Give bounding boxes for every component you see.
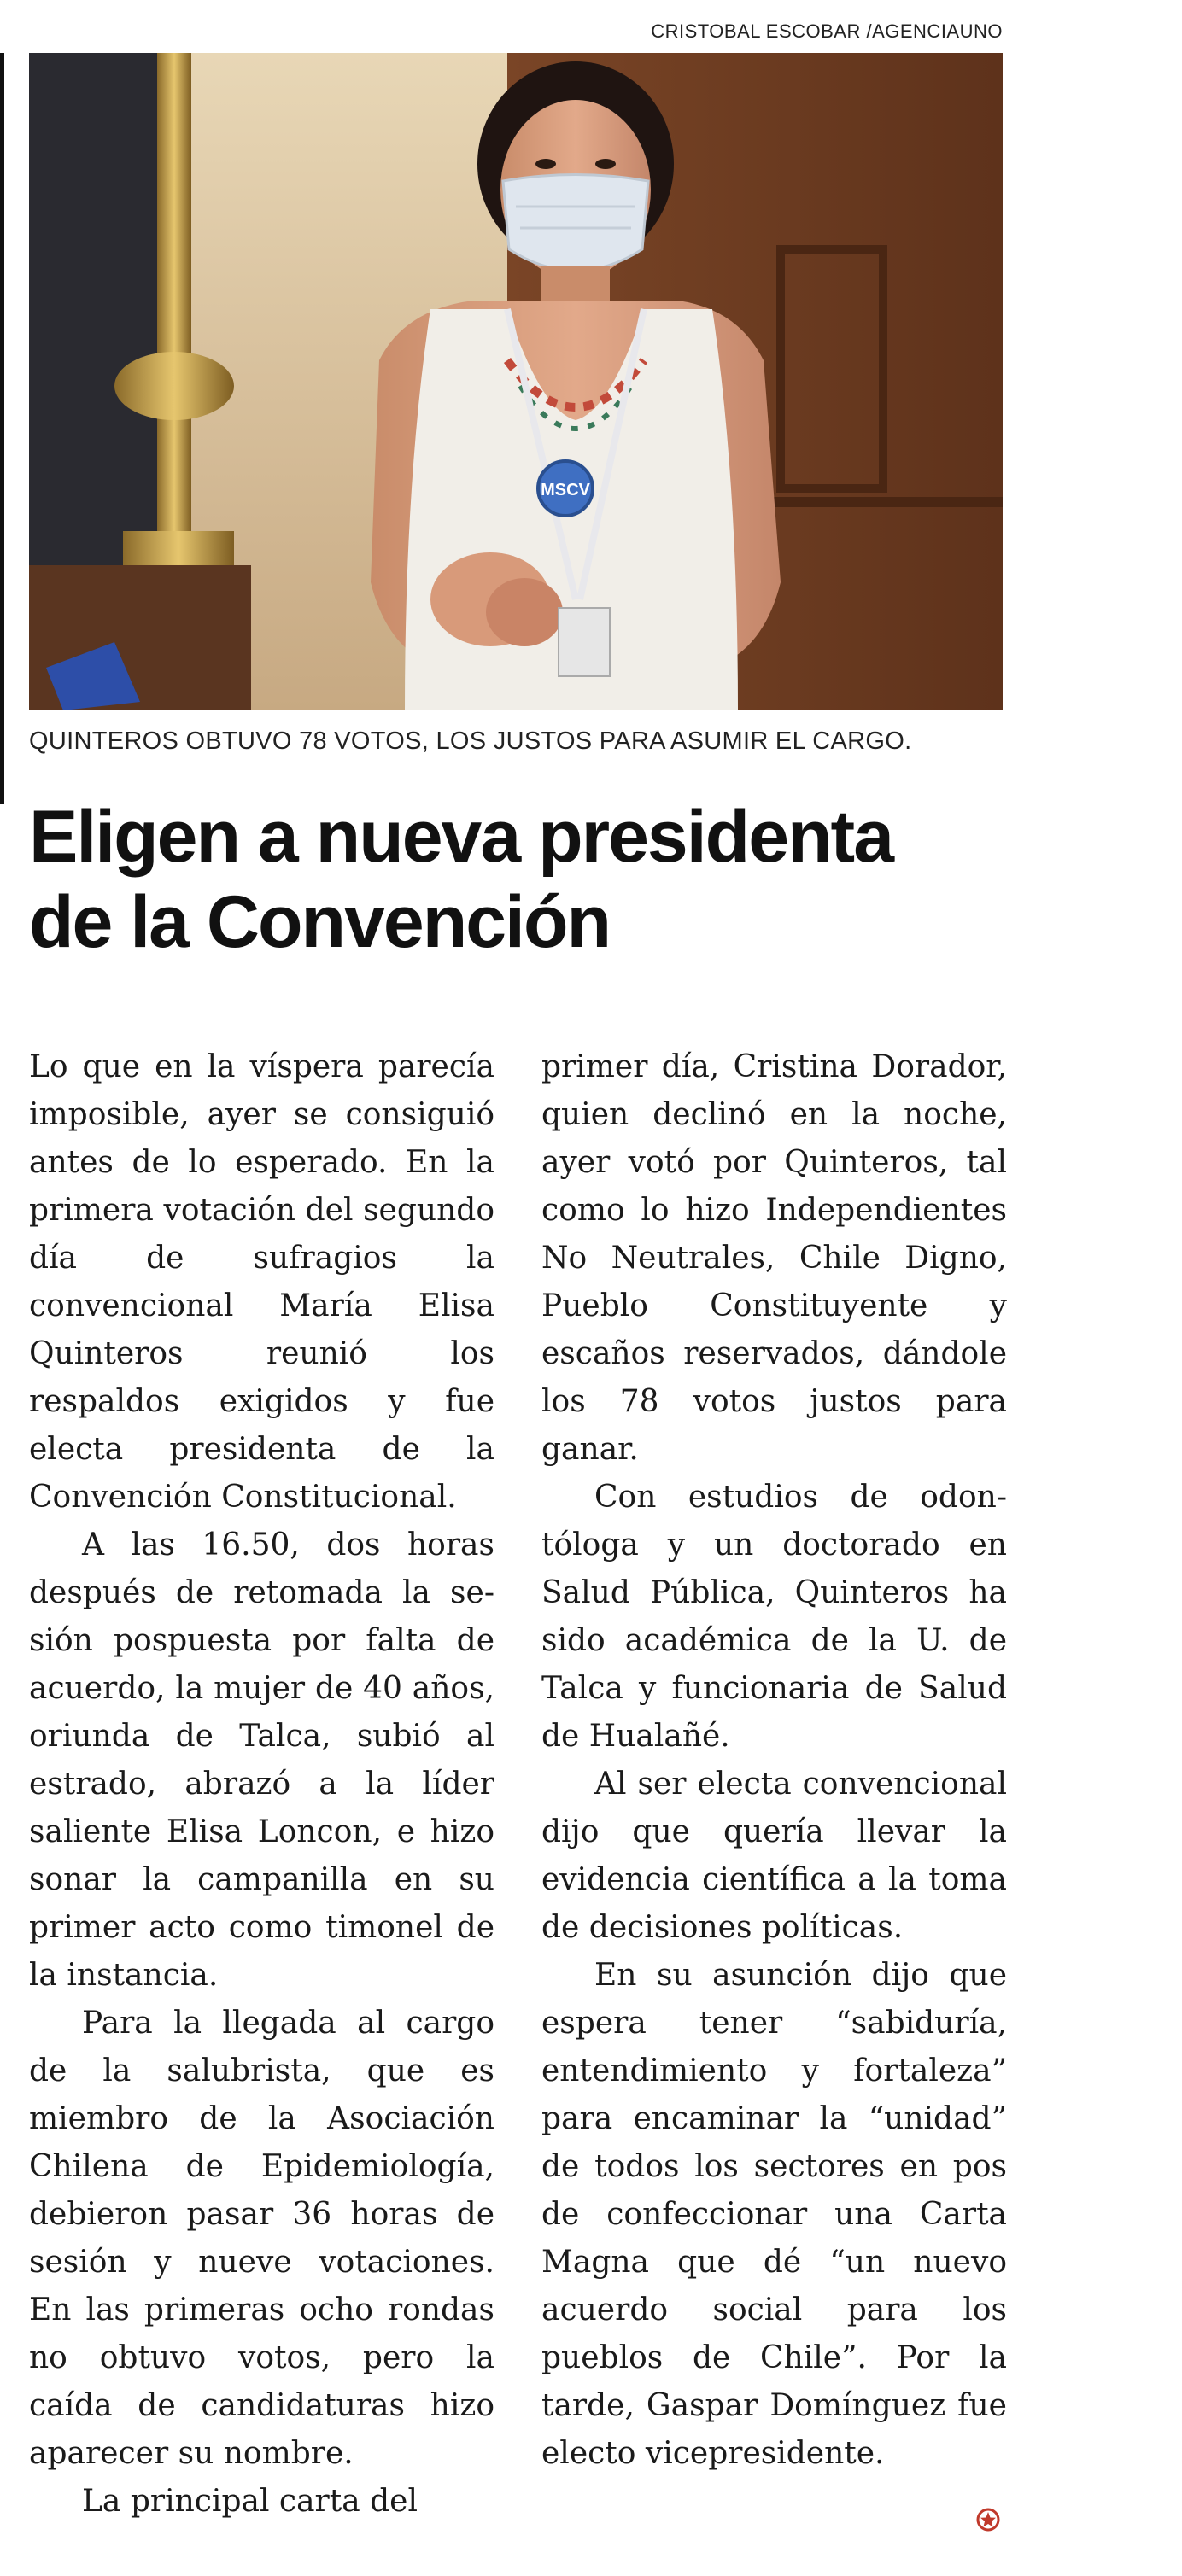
photo-caption: QUINTEROS OBTUVO 78 VOTOS, LOS JUSTOS PARA ASUMIR EL CARGO. [29, 727, 912, 755]
body-paragraph: Al ser electa convencional dijo que quería llevar la evidencia científica a la toma de decisiones políticas. [541, 1767, 1007, 1945]
body-paragraph: Con estudios de odontóloga y un doctorado en Salud Pública, Quinteros ha sido académica de la U. de Talca y funcionaria de Salud de Hualañé. [541, 1480, 1007, 1754]
photo-illustration [29, 53, 1003, 710]
badge-pin-label: MSCV [541, 481, 590, 499]
body-paragraph: primer día, Cristina Dorador, quien declinó en la noche, ayer votó por Quinteros, tal como lo hizo Independientes No Neutrales, Chile Digno, Pueblo Constituyente y escaños reservados, dándole los 78 votos justos para ganar. [541, 1049, 1007, 1467]
headline-line-2: de la Convención [29, 881, 611, 963]
body-paragraph: Para la llegada al cargo de la salubrista, que es miembro de la Asociación Chilena de Epidemiología, debieron pasar 36 horas de sesión y nueve votaciones. En las primeras ocho rondas no obtuvo votos, pero la caída de candidaturas hizo aparecer su nombre. [29, 2006, 494, 2471]
article-column-right [541, 1043, 1007, 2478]
body-paragraph: A las 16.50, dos horas después de retomada la sesión pospuesta por falta de acuerdo, la mujer de 40 años, oriunda de Talca, subió al estrado, abrazó a la líder saliente Elisa Loncon, e hizo sonar la campanilla en su primer acto como timonel de la instancia. [29, 1527, 494, 1993]
photo-credit: CRISTOBAL ESCOBAR /AGENCIAUNO [651, 20, 1003, 42]
news-photo [29, 53, 1003, 710]
headline [29, 794, 1054, 965]
left-column-rule [0, 53, 4, 804]
body-paragraph: Lo que en la víspera parecía imposible, ayer se consiguió antes de lo esperado. En la primera votación del segundo día de sufragios la convencional María Elisa Quinteros reunió los respaldos exigidos y fue electa presidenta de la Convención Constitucional. [29, 1049, 494, 1515]
body-paragraph: La principal carta del [82, 2484, 418, 2519]
article-end-icon [975, 2507, 1001, 2532]
headline-line-1: Eligen a nueva presidenta [29, 796, 893, 878]
article-column-left [29, 1043, 494, 2526]
body-paragraph: En su asunción dijo que espera tener “sabiduría, entendimiento y fortaleza” para encaminar la “unidad” de todos los sectores en pos de confeccionar una Carta Magna que dé “un nuevo acuerdo social para los pueblos de Chile”. Por la tarde, Gaspar Domínguez fue electo vicepresidente. [541, 1958, 1007, 2471]
